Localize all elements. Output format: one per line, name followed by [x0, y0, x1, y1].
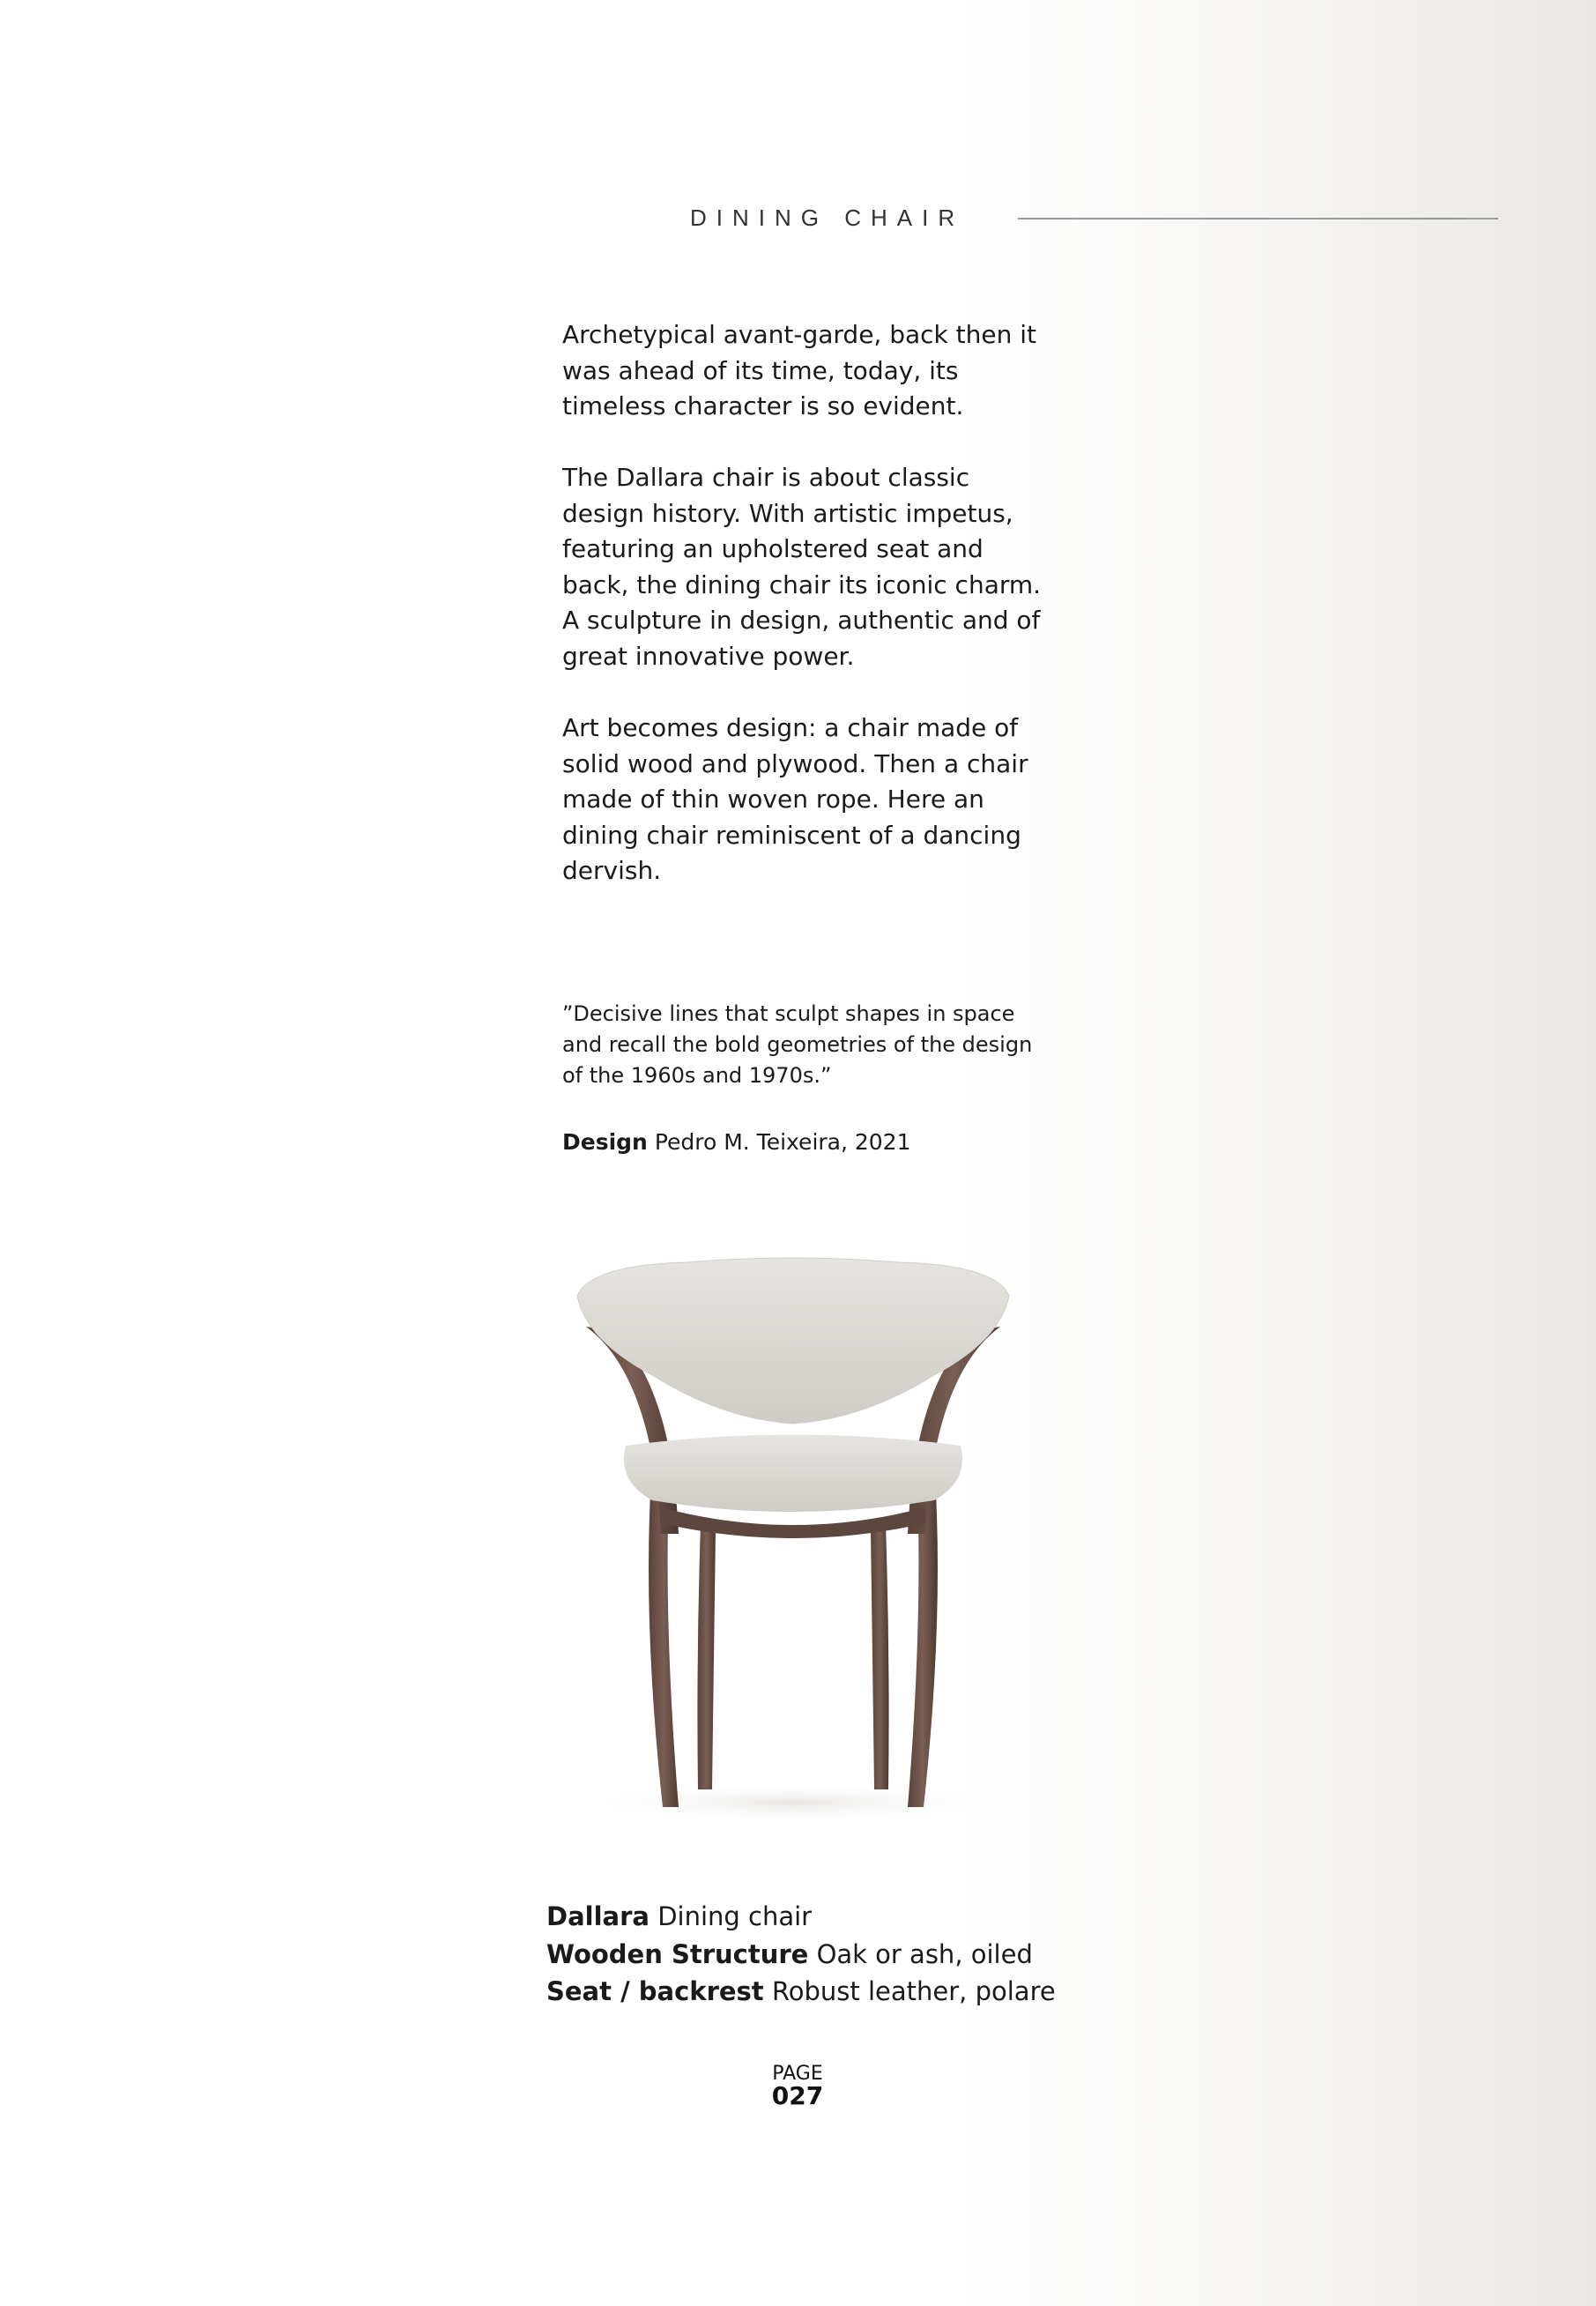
spec-row-model — [546, 1898, 1056, 1936]
spec-value: Dining chair — [657, 1901, 813, 1931]
description-paragraph-1: Archetypical avant-garde, back then it was ahead of its time, today, its timeless character is so evident. — [562, 320, 1037, 420]
design-credit — [562, 1129, 911, 1155]
spec-label: Dallara — [546, 1901, 650, 1931]
spec-row-structure — [546, 1936, 1056, 1974]
spec-value: Robust leather, polare — [771, 1976, 1056, 2006]
chair-image — [546, 1243, 1040, 1825]
spec-list — [546, 1898, 1056, 2011]
spec-value: Oak or ash, oiled — [816, 1938, 1033, 1969]
page-label: PAGE — [772, 2063, 823, 2085]
design-credit-label: Design — [562, 1129, 648, 1155]
page-number: 027 — [771, 2081, 824, 2110]
spec-label: Wooden Structure — [546, 1938, 809, 1969]
spec-row-upholstery — [546, 1973, 1056, 2011]
designer-quote: ”Decisive lines that sculpt shapes in space and recall the bold geometries of the design of the 1960s and 1970s.” — [562, 1001, 1033, 1088]
section-title: DINING CHAIR — [690, 205, 965, 231]
design-credit-value: Pedro M. Teixeira, 2021 — [654, 1129, 911, 1155]
description-paragraph-3: Art becomes design: a chair made of solid wood and plywood. Then a chair made of thin woven rope. Here an dining chair reminiscent of a dancing dervish. — [562, 713, 1028, 885]
spec-label: Seat / backrest — [546, 1976, 764, 2006]
description-paragraph-2: The Dallara chair is about classic design history. With artistic impetus, featuring an upholstered seat and back, the dining chair its iconic charm. A sculpture in design, authentic and of great innovative power. — [562, 463, 1042, 671]
header-divider — [1018, 218, 1498, 219]
